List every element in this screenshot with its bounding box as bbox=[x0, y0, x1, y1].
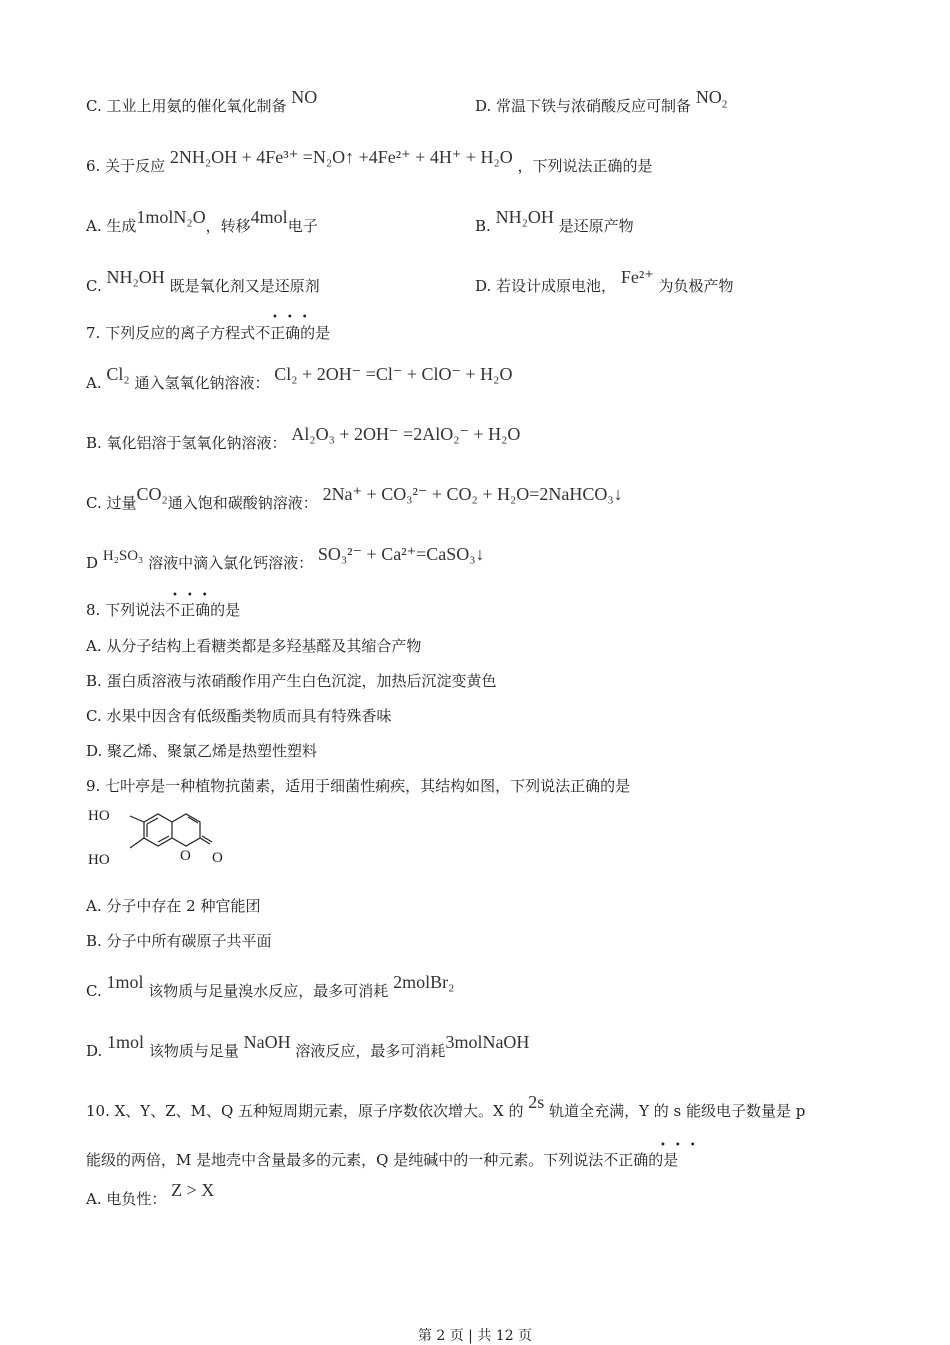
formula: 3molNaOH bbox=[445, 1032, 530, 1052]
hydroxyl-label: HO bbox=[88, 808, 110, 824]
formula: NaOH bbox=[243, 1032, 291, 1052]
q6-option-c bbox=[86, 267, 320, 296]
formula: NH₂OH bbox=[495, 207, 554, 227]
hydroxyl-label: HO bbox=[88, 852, 110, 868]
q7-option-b bbox=[86, 424, 521, 453]
option-text: 该物质与足量 bbox=[148, 1042, 239, 1060]
q8-option-d: D. 聚乙烯、聚氯乙烯是热塑性塑料 bbox=[86, 742, 318, 760]
ring-oxygen-label: O bbox=[180, 848, 191, 864]
carbonyl-oxygen-label: O bbox=[212, 850, 223, 866]
option-text: D bbox=[86, 554, 99, 572]
option-text: 电子 bbox=[287, 217, 318, 235]
formula: 1mol bbox=[106, 972, 144, 992]
option-text: 既是氧化剂又是还原剂 bbox=[169, 277, 320, 295]
q9-option-b: B. 分子中所有碳原子共平面 bbox=[86, 932, 272, 950]
option-text: 通入氢氧化钠溶液： bbox=[134, 374, 270, 392]
emphasis-dots: ••• bbox=[272, 312, 317, 323]
equation: 2Na⁺ + CO₃²⁻ + CO₂ + H₂O=2NaHCO₃↓ bbox=[322, 484, 623, 504]
q5-option-d bbox=[475, 87, 728, 123]
q6-option-d bbox=[475, 267, 734, 296]
option-text: D. 若设计成原电池， bbox=[475, 277, 617, 295]
equation: SO₃²⁻ + Ca²⁺=CaSO₃↓ bbox=[317, 544, 485, 564]
q7-option-a bbox=[86, 364, 513, 393]
q9-option-c bbox=[86, 972, 455, 1001]
option-text: C. 工业上用氨的催化氧化制备 bbox=[86, 97, 287, 115]
option-text: D. bbox=[86, 1042, 103, 1060]
option-text: B. bbox=[475, 217, 491, 235]
formula: Cl₂ bbox=[106, 364, 130, 384]
q9-stem: 9. 七叶亭是一种植物抗菌素，适用于细菌性痢疾，其结构如图，下列说法正确的是 bbox=[86, 777, 631, 795]
q9-option-d bbox=[86, 1032, 530, 1061]
q9-option-a: A. 分子中存在 2 种官能团 bbox=[86, 897, 261, 915]
q8-option-b: B. 蛋白质溶液与浓硝酸作用产生白色沉淀，加热后沉淀变黄色 bbox=[86, 672, 497, 690]
q6-option-b bbox=[475, 207, 634, 236]
option-text: 通入饱和碳酸钠溶液： bbox=[167, 494, 318, 512]
q10-option-a bbox=[86, 1180, 215, 1209]
formula: H₂SO₃ bbox=[102, 548, 144, 564]
equation: Cl₂ + 2OH⁻ =Cl⁻ + ClO⁻ + H₂O bbox=[274, 364, 513, 384]
formula: 1mol bbox=[107, 1032, 145, 1052]
option-text: A. 生成 bbox=[86, 217, 137, 235]
option-text: 该物质与足量溴水反应，最多可消耗 bbox=[148, 982, 389, 1000]
option-text: B. 氧化铝溶于氢氧化钠溶液： bbox=[86, 434, 287, 452]
option-text: 为负极产物 bbox=[658, 277, 734, 295]
q8-option-c: C. 水果中因含有低级酯类物质而具有特殊香味 bbox=[86, 707, 392, 725]
option-text: ，转移 bbox=[205, 217, 251, 235]
option-text: A. 电负性： bbox=[86, 1190, 167, 1208]
option-text: D. 常温下铁与浓硝酸反应可制备 bbox=[475, 97, 692, 115]
q8-stem: 8. 下列说法不正确的是 bbox=[86, 601, 241, 619]
emphasis-dots: ••• bbox=[172, 590, 217, 601]
q7-option-d bbox=[86, 544, 485, 574]
equation: 2NH₂OH + 4Fe³⁺ =N₂O↑ +4Fe²⁺ + 4H⁺ + H₂O bbox=[169, 147, 513, 167]
equation: Al₂O₃ + 2OH⁻ =2AlO₂⁻ + H₂O bbox=[291, 424, 521, 444]
formula: CO₂ bbox=[136, 484, 168, 504]
formula: $NO_2$ bbox=[695, 87, 728, 111]
q8-option-a: A. 从分子结构上看糖类都是多羟基醛及其缩合产物 bbox=[86, 637, 422, 655]
formula: Fe²⁺ bbox=[620, 267, 654, 287]
q10-stem-line1 bbox=[86, 1092, 806, 1121]
q6-option-a bbox=[86, 207, 318, 236]
formula: NH₂OH bbox=[106, 267, 165, 287]
q10-stem-line2: 能级的两倍，M 是地壳中含量最多的元素，Q 是纯碱中的一种元素。下列说法不正确的是 bbox=[86, 1151, 679, 1169]
molecule-structure-image bbox=[86, 800, 246, 875]
q7-stem: 7. 下列反应的离子方程式不正确的是 bbox=[86, 324, 331, 342]
option-text: C. bbox=[86, 277, 102, 295]
q6-stem bbox=[86, 147, 653, 176]
formula: NO bbox=[291, 87, 318, 107]
option-text: 是还原产物 bbox=[558, 217, 634, 235]
formula: 2molBr₂ bbox=[393, 972, 455, 992]
q7-option-c bbox=[86, 484, 623, 513]
emphasis-dots: ••• bbox=[660, 1140, 705, 1151]
option-text: 溶液反应，最多可消耗 bbox=[295, 1042, 446, 1060]
stem-text: ，下列说法正确的是 bbox=[517, 157, 653, 175]
stem-text: 10. X、Y、Z、M、Q 五种短周期元素，原子序数依次增大。X 的 bbox=[86, 1102, 524, 1120]
option-text: C. bbox=[86, 982, 102, 1000]
page-footer: 第 2 页 | 共 12 页 bbox=[417, 1328, 533, 1344]
formula: Z > X bbox=[171, 1180, 215, 1200]
option-text: 溶液中滴入氯化钙溶液： bbox=[148, 554, 314, 572]
formula: 2s bbox=[528, 1092, 545, 1112]
option-text: C. 过量 bbox=[86, 494, 137, 512]
formula: 1molN₂O bbox=[136, 207, 206, 227]
q5-option-c bbox=[86, 87, 318, 116]
formula: 4mol bbox=[250, 207, 288, 227]
stem-text: 6. 关于反应 bbox=[86, 157, 166, 175]
stem-text: 轨道全充满，Y 的 s 能级电子数量是 p bbox=[549, 1102, 806, 1120]
option-text: A. bbox=[86, 374, 102, 392]
